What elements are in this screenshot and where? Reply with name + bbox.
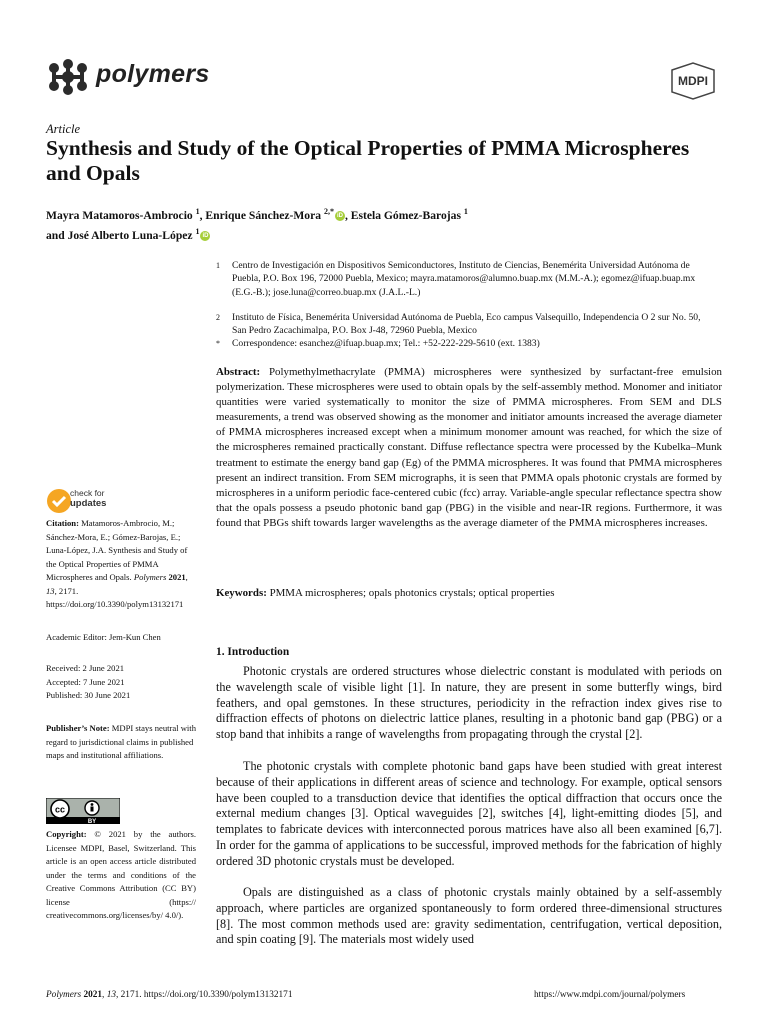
keywords bbox=[216, 586, 722, 601]
citation: Citation: Matamoros-Ambrocio, M.; Sánchez-Mora, E.; Gómez-Barojas, E.; Luna-López, J.A. Synthesis and Study of the Optical Properties of PMMA Microspheres and Opals. Polymers 2021, 13, 2171. https://doi.org/10.3390/polym13132171 bbox=[46, 518, 188, 609]
article-title: Synthesis and Study of the Optical Properties of PMMA Microspheres and Opals bbox=[46, 136, 690, 185]
orcid-icon[interactable]: iD bbox=[202, 233, 209, 240]
abstract-text: Polymethylmethacrylate (PMMA) microspheres were synthesized by surfactant-free emulsion polymerization. These microspheres were used to obtain opals by the self-assembly method. Monomer and initiator quantities were varied systematically to monitor the size of PMMA microspheres. From SEM and DLS measurements, a trend was observed showing as the monomer and initiator amounts increased the average diameter of PMMA microspheres increased except when a minimum monomer amount was reached, for which the size of the microspheres remained practically constant. Diffuse reflectance spectra were processed by the Kubelka–Munk treatment to estimate the energy band gap (Eg) of the PMMA microspheres. It was found that PMMA microspheres present an indirect transition. From SEM micrographs, it is seen that PMMA opals photonic crystals are formed by microspheres in a uniform periodic face-centered cubic (fcc) array. Variable-angle specular reflectance spectra show that the opals possess a pseudo photonic band gap (PBG) in the visible and near-IR regions. Furthermore, it was found that PBGs shift towards larger wavelengths as the average diameter of the PMMA microspheres increases. bbox=[216, 366, 722, 529]
author: Mayra Matamoros-Ambrocio bbox=[46, 208, 193, 222]
cc-by-license-icon[interactable] bbox=[46, 798, 120, 824]
abstract-label: Abstract: bbox=[216, 366, 261, 378]
footer-journal-url[interactable]: https://www.mdpi.com/journal/polymers bbox=[534, 990, 686, 1000]
section-heading: 1. Introduction bbox=[216, 646, 290, 658]
paragraph: Opals are distinguished as a class of photonic crystals mainly obtained by a self-assembly approach, where particles are organized spontaneously to form ordered three-dimensional structures [8]. The most common methods used are: gravity sedimentation, centrifugation, vertical deposition, and spin coating [9]. The materials most widely used bbox=[216, 885, 722, 947]
keywords-label: Keywords: bbox=[216, 587, 267, 599]
footer-citation: Polymers 2021, 13, 2171. https://doi.org/10.3390/polym13132171 bbox=[46, 990, 293, 1000]
polymers-logo-icon bbox=[46, 58, 90, 98]
mdpi-logo-icon bbox=[666, 62, 720, 100]
correspondence: * Correspondence: esanchez@ifuap.buap.mx; Tel.: +52-222-229-5610 (ext. 1383) bbox=[216, 338, 540, 349]
accepted-date: Accepted: 7 June 2021 bbox=[46, 676, 125, 687]
publisher-note: Publisher’s Note: MDPI stays neutral with regard to jurisdictional claims in published maps and institutional affiliations. bbox=[46, 723, 196, 760]
svg-text:cc: cc bbox=[54, 804, 66, 815]
dates bbox=[46, 662, 196, 703]
publisher-name: MDPI bbox=[678, 74, 708, 88]
article-type: Article bbox=[46, 122, 81, 136]
journal-name: polymers bbox=[96, 60, 210, 88]
author: José Alberto Luna-López bbox=[67, 228, 193, 242]
updates-label: updates bbox=[70, 498, 107, 509]
paragraph: Photonic crystals are ordered structures whose dielectric constant is modulated with periods on the wavelength scale of visible light [1]. In nature, they are present in some butterfly wings, bird feathers, and opal gemstones. In these structures, periodicity in the refraction index gives rise to diffraction effects of photons on dielectric lattice planes, resulting in a photonic band gap (PBG) or a stop band that inhibits a range of wavelengths from propagating through the crystal [2]. bbox=[216, 664, 722, 742]
orcid-icon[interactable]: iD bbox=[336, 213, 343, 220]
author-list: Mayra Matamoros-Ambrocio $^1$, Enrique Sánchez-Mora $^{2,*}$iD , Estela Gómez-Barojas $^1$ and José Alberto Luna-López $^1$iD bbox=[46, 207, 468, 242]
check-updates-icon bbox=[46, 488, 72, 514]
published-date: Published: 30 June 2021 bbox=[46, 690, 131, 700]
academic-editor: Academic Editor: Jem-Kun Chen bbox=[46, 632, 161, 642]
paragraph: The photonic crystals with complete photonic band gaps have been studied with great interest because of their applications in different areas of science and technology. For example, optical sensors have been coupled to a transduction device that identifies the optical diffraction that occurs once the external medium changes [3]. Optical waveguides [2], switches [4], light-emitting diodes [5], and templates to fabricate devices with interconnected porous matrices have also all been examined [6,7]. In order for the gamma of applications to be successful, improved methods for the fabrication of highly ordered 3D photonic crystals must be developed. bbox=[216, 759, 722, 868]
svg-text:BY: BY bbox=[87, 819, 97, 824]
author: Enrique Sánchez-Mora bbox=[205, 208, 322, 222]
check-label: check for bbox=[70, 488, 105, 498]
affiliation-2: 2 Instituto de Física, Benemérita Universidad Autónoma de Puebla, Eco campus Valsequillo, Independencia O 2 sur No. 50, San Pedro Zacachimalpa, P.O. Box J-48, 72960 Puebla, Mexico bbox=[216, 312, 701, 337]
received-date: Received: 2 June 2021 bbox=[46, 663, 125, 673]
check-for-updates-button[interactable] bbox=[46, 486, 166, 516]
keywords-text: PMMA microspheres; opals photonics crystals; optical properties bbox=[269, 587, 555, 599]
copyright: Copyright: © 2021 by the authors. Licensee MDPI, Basel, Switzerland. This article is an open access article distributed under the terms and conditions of the Creative Commons Attribution (CC BY) license (https:// creativecommons.org/licenses/by/ 4.0/). bbox=[46, 829, 196, 920]
author: Estela Gómez-Barojas bbox=[350, 208, 461, 222]
abstract bbox=[216, 365, 722, 531]
affiliation-1: 1 Centro de Investigación en Dispositivos Semiconductores, Instituto de Ciencias, Benemérita Universidad Autónoma de Puebla, P.O. Box 196, 72000 Puebla, Mexico; mayra.matamoros@alumno.buap.mx (M.M.-A.); egomez@ifuap.buap.mx (E.G.-B.); jose.luna@correo.buap.mx (J.A.L.-L.) bbox=[216, 260, 696, 298]
